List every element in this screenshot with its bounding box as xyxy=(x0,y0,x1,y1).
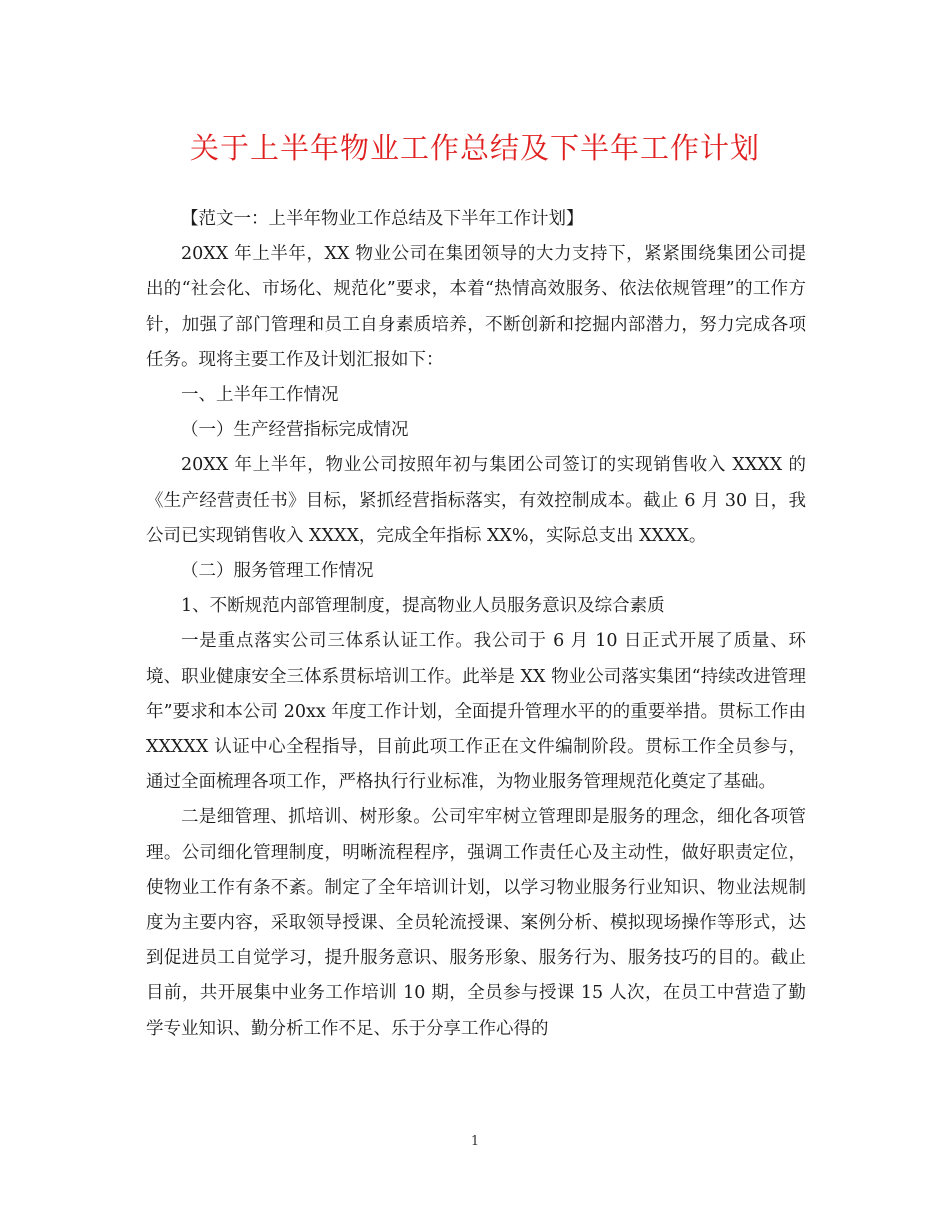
paragraph-production: 20XX 年上半年，物业公司按照年初与集团公司签订的实现销售收入 XXXX 的《生产经营责任书》目标，紧抓经营指标落实，有效控制成本。截止 6 月 30 日，我公司已实现销售收入 XXXX，完成全年指标 XX%，实际总支出 XXXX。 xyxy=(146,455,806,546)
paragraph-intro: 20XX 年上半年，XX 物业公司在集团领导的大力支持下，紧紧围绕集团公司提出的“社会化、市场化、规范化”要求，本着“热情高效服务、依法依规管理”的工作方针，加强了部门管理和员工自身素质培养，不断创新和挖掘内部潜力，努力完成各项任务。现将主要工作及计划汇报如下： xyxy=(146,244,806,370)
document-title: 关于上半年物业工作总结及下半年工作计划 xyxy=(189,131,760,165)
section-heading-first-half: 一、上半年工作情况 xyxy=(181,385,339,406)
subsection-heading-production: （一）生产经营指标完成情况 xyxy=(181,420,409,441)
paragraph-training: 二是细管理、抓培训、树形象。公司牢牢树立管理即是服务的理念，细化各项管理。公司细化管理制度，明晰流程程序，强调工作责任心及主动性，做好职责定位，使物业工作有条不紊。制定了全年培训计划，以学习物业服务行业知识、物业法规制度为主要内容，采取领导授课、全员轮流授课、案例分析、模拟现场操作等形式，达到促进员工自觉学习，提升服务意识、服务形象、服务行为、服务技巧的目的。截止目前，共开展集中业务工作培训 10 期，全员参与授课 15 人次，在员工中营造了勤学专业知识、勤分析工作不足、乐于分享工作心得的 xyxy=(146,807,806,1039)
item-heading-management: 1、不断规范内部管理制度，提高物业人员服务意识及综合素质 xyxy=(181,596,665,617)
page-number: 1 xyxy=(470,1134,480,1149)
paragraph-sample-heading: 【范文一：上半年物业工作总结及下半年工作计划】 xyxy=(181,209,584,229)
paragraph-certification: 一是重点落实公司三体系认证工作。我公司于 6 月 10 日正式开展了质量、环境、职业健康安全三体系贯标培训工作。此举是 XX 物业公司落实集团“持续改进管理年”要求和本公司 20xx 年度工作计划，全面提升管理水平的的重要举措。贯标工作由 XXXXX 认证中心全程指导，目前此项工作正在文件编制阶段。贯标工作全员参与，通过全面梳理各项工作，严格执行行业标准，为物业服务管理规范化奠定了基础。 xyxy=(146,631,806,793)
subsection-heading-service: （二）服务管理工作情况 xyxy=(181,561,374,582)
document-body xyxy=(146,202,806,1047)
